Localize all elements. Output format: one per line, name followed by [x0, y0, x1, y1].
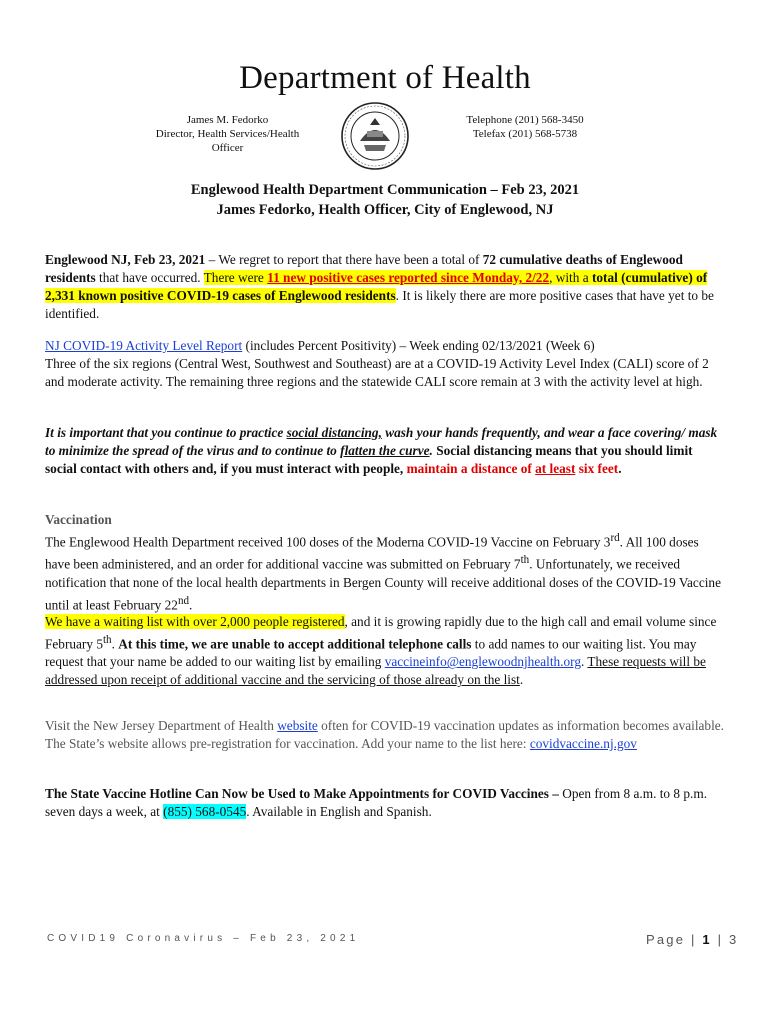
text: to add names to our waiting list. You may request that your name be added to our waiting list by emailing — [45, 636, 697, 670]
separator: | — [711, 932, 730, 947]
text: . It is likely there are more positive cases that have yet to be identified. — [45, 288, 714, 321]
telephone: Telephone (201) 568-3450 — [466, 114, 584, 126]
director-role: Director, Health Services/Health Officer — [155, 128, 300, 154]
dateline: Englewood NJ, Feb 23, 2021 — [45, 252, 206, 267]
separator: | — [685, 932, 703, 947]
vaccination-title: Vaccination — [45, 512, 112, 527]
text: . — [618, 461, 622, 476]
director-block — [140, 113, 315, 155]
paragraph-activity-report — [45, 337, 725, 391]
regions-text: Three of the six regions (Central West, Southwest and Southeast) are at a COVID-19 Activity Level Index (CALI) score of 2 and moderate activity. The remaining three regions and the statewide CALI score remain at 3 with the activity level at high. — [45, 356, 709, 389]
website-link[interactable]: website — [277, 718, 318, 733]
text: wash your hands frequently, and wear a face covering/ mask to minimize the spread of the virus and to continue to — [45, 425, 718, 458]
text: The Englewood Health Department received 100 doses of the Moderna COVID-19 Vaccine on February 3 — [45, 534, 611, 550]
text: . Unfortunately, we received notification that none of the local health departments in Bergen County will receive additional doses of the COVID-19 Vaccine until at least February 22 — [45, 556, 721, 613]
text: often for COVID-19 vaccination updates as information becomes available. The State’s website allows pre-registration for vaccination. Add your name to the list here: — [45, 718, 724, 751]
paragraph-deaths-cases — [45, 251, 725, 323]
current-page: 1 — [702, 932, 712, 947]
text: It is important that you continue to practice — [45, 425, 287, 440]
hotline-title: The State Vaccine Hotline Can Now be Used to Make Appointments for COVID Vaccines – — [45, 786, 559, 801]
text: . — [429, 443, 437, 458]
email-link[interactable]: vaccineinfo@englewoodnjhealth.org — [384, 654, 581, 670]
contact-block — [455, 113, 595, 141]
text-underline: flatten the curve — [340, 443, 430, 458]
text: Visit the New Jersey Department of Health — [45, 718, 278, 733]
paragraph-social-distancing — [45, 424, 725, 478]
text: . — [519, 672, 524, 688]
text: , with a — [549, 270, 592, 285]
communication-heading — [0, 180, 770, 220]
text: . — [189, 597, 193, 613]
text: maintain a distance of — [406, 461, 536, 476]
text: . Available in English and Spanish. — [246, 804, 432, 819]
footer-title: COVID19 Coronavirus – Feb 23, 2021 — [47, 933, 360, 944]
covidvaccine-link[interactable]: covidvaccine.nj.gov — [529, 736, 637, 751]
text-underline: at least — [535, 461, 576, 476]
city-seal-icon — [340, 101, 410, 171]
superscript: nd — [177, 594, 190, 607]
letterhead-title: Department of Health — [239, 60, 531, 96]
text: . All 100 doses have been administered, and an order for additional vaccine was submitted on February 7 — [45, 534, 699, 572]
paragraph-nj-health — [45, 717, 725, 753]
deaths-count: 72 cumulative deaths of Englewood residents — [45, 252, 683, 285]
superscript: th — [520, 554, 530, 567]
text: Open from 8 a.m. to 8 p.m. seven days a week, at — [45, 786, 708, 819]
text: , and it is growing rapidly due to the high call and email volume since February 5 — [45, 614, 717, 652]
text: There were — [203, 270, 268, 285]
text: six feet — [575, 461, 619, 476]
text-underline: social distancing, — [286, 425, 382, 440]
no-calls-notice: At this time, we are unable to accept additional telephone calls — [118, 636, 472, 652]
heading-line-2: James Fedorko, Health Officer, City of Englewood, NJ — [216, 202, 554, 218]
page-word: Page — [646, 932, 686, 947]
text: Social distancing means that you should limit social contact with others and, if you must interact with people, — [45, 443, 693, 476]
hotline-phone: (855) 568-0545 — [163, 804, 247, 819]
heading-line-1: Englewood Health Department Communication – Feb 23, 2021 — [190, 182, 580, 198]
telefax: Telefax (201) 568-5738 — [472, 128, 578, 140]
text: – We regret to report that there have been a total of — [205, 252, 483, 267]
total-pages: 3 — [729, 932, 739, 947]
activity-report-link[interactable]: NJ COVID-19 Activity Level Report — [45, 338, 243, 353]
paragraph-vaccination — [45, 511, 725, 614]
paragraph-waiting-list — [45, 613, 725, 689]
director-name: James M. Fedorko — [186, 114, 269, 126]
new-cases-count: 11 new positive cases reported since Monday, 2/22 — [267, 270, 550, 285]
text: (includes Percent Positivity) – Week ending 02/13/2021 (Week 6) — [242, 338, 595, 353]
requests-notice: These requests will be addressed upon receipt of additional vaccine and the servicing of those already on the list — [45, 654, 706, 688]
superscript: th — [102, 634, 112, 646]
text: that have occurred. — [95, 270, 204, 285]
paragraph-hotline — [45, 785, 725, 821]
page-number — [646, 932, 738, 947]
superscript: rd — [610, 532, 620, 544]
text: . — [111, 636, 119, 652]
highlight-waiting-list: We have a waiting list with over 2,000 people registered — [45, 614, 345, 629]
cumulative-cases: total (cumulative) of 2,331 known positive COVID-19 cases of Englewood residents — [45, 270, 708, 303]
text: . — [580, 654, 588, 670]
